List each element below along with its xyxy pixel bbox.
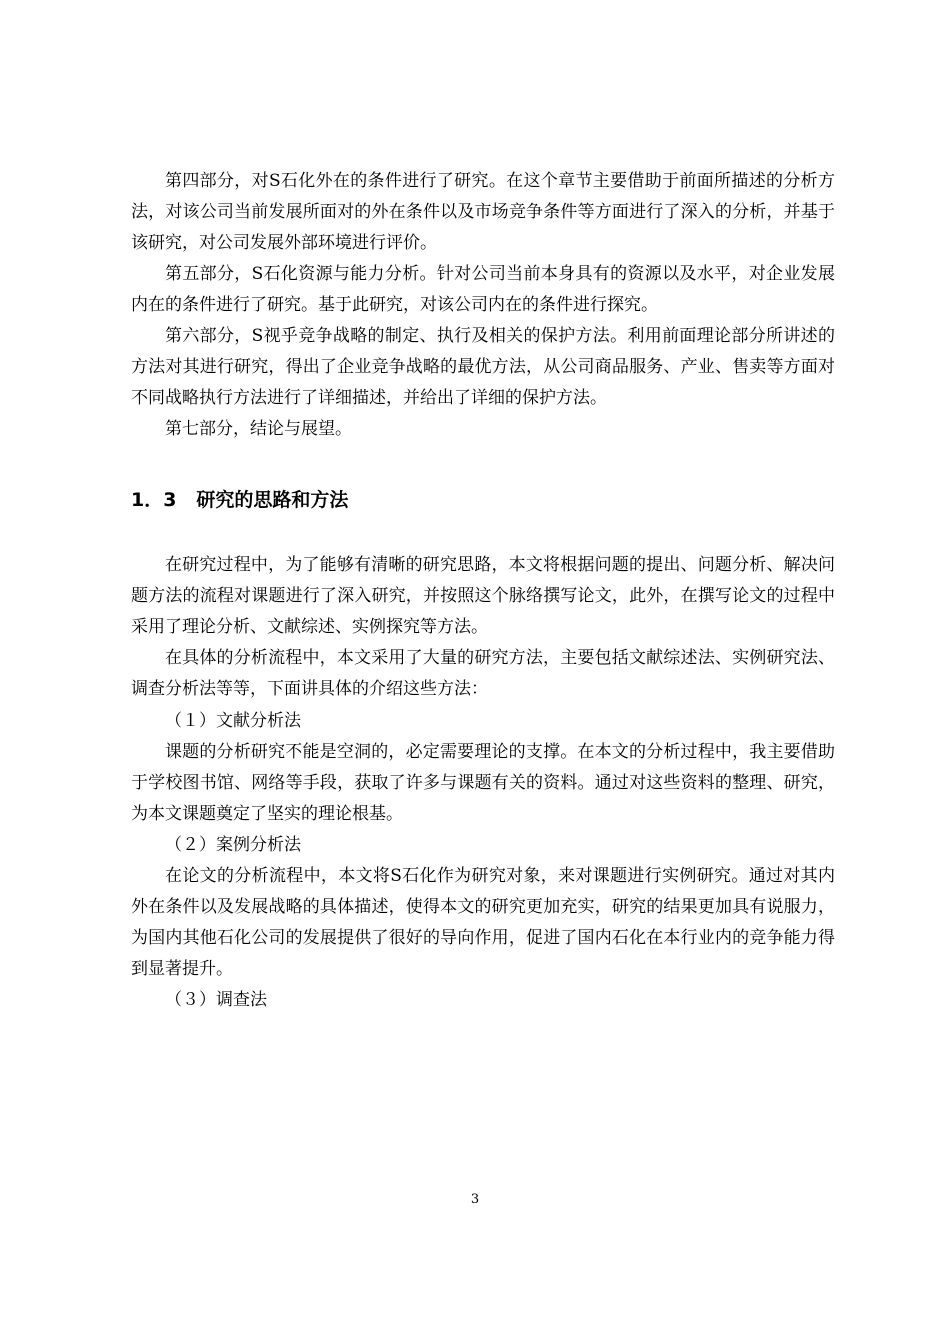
paragraph-research-process: 在研究过程中，为了能够有清晰的研究思路，本文将根据问题的提出、问题分析、解决问题方法的流程对课题进行了深入研究，并按照这个脉络撰写论文，此外，在撰写论文的过程中采用了理论分析、文献综述、实例探究等方法。 (131, 555, 835, 637)
paragraph-part-six: 第六部分，S视乎竞争战略的制定、执行及相关的保护方法。利用前面理论部分所讲述的方法对其进行研究，得出了企业竞争战略的最优方法，从公司商品服务、产业、售卖等方面对不同战略执行方法进行了详细描述，并给出了详细的保护方法。 (131, 326, 835, 408)
method-text-case: 在论文的分析流程中，本文将S石化作为研究对象，来对课题进行实例研究。通过对其内外在条件以及发展战略的具体描述，使得本文的研究更加充实，研究的结果更加具有说服力，为国内其他石化公司的发展提供了很好的导向作用，促进了国内石化在本行业内的竞争能力得到显著提升。 (131, 866, 835, 979)
paragraph-part-five: 第五部分，S石化资源与能力分析。针对公司当前本身具有的资源以及水平，对企业发展内在的条件进行了研究。基于此研究，对该公司内在的条件进行探究。 (131, 264, 835, 315)
paragraph-analysis-flow: 在具体的分析流程中，本文采用了大量的研究方法，主要包括文献综述法、实例研究法、调查分析法等等，下面讲具体的介绍这些方法： (131, 648, 835, 699)
method-label-literature: （１）文献分析法 (165, 711, 301, 731)
section-number: 1．3 (131, 489, 177, 511)
paragraph-part-seven: 第七部分，结论与展望。 (165, 419, 352, 439)
method-label-case: （２）案例分析法 (165, 835, 301, 855)
section-title: 研究的思路和方法 (196, 489, 349, 511)
method-text-literature: 课题的分析研究不能是空洞的，必定需要理论的支撑。在本文的分析过程中，我主要借助于学校图书馆、网络等手段，获取了许多与课题有关的资料。通过对这些资料的整理、研究，为本文课题奠定了坚实的理论根基。 (131, 742, 835, 824)
paragraph-part-four: 第四部分，对S石化外在的条件进行了研究。在这个章节主要借助于前面所描述的分析方法，对该公司当前发展所面对的外在条件以及市场竞争条件等方面进行了深入的分析，并基于该研究，对公司发展外部环境进行评价。 (131, 171, 835, 253)
page-number: 3 (470, 1192, 480, 1207)
method-label-survey: （３）调查法 (165, 990, 267, 1010)
section-heading (131, 485, 348, 515)
